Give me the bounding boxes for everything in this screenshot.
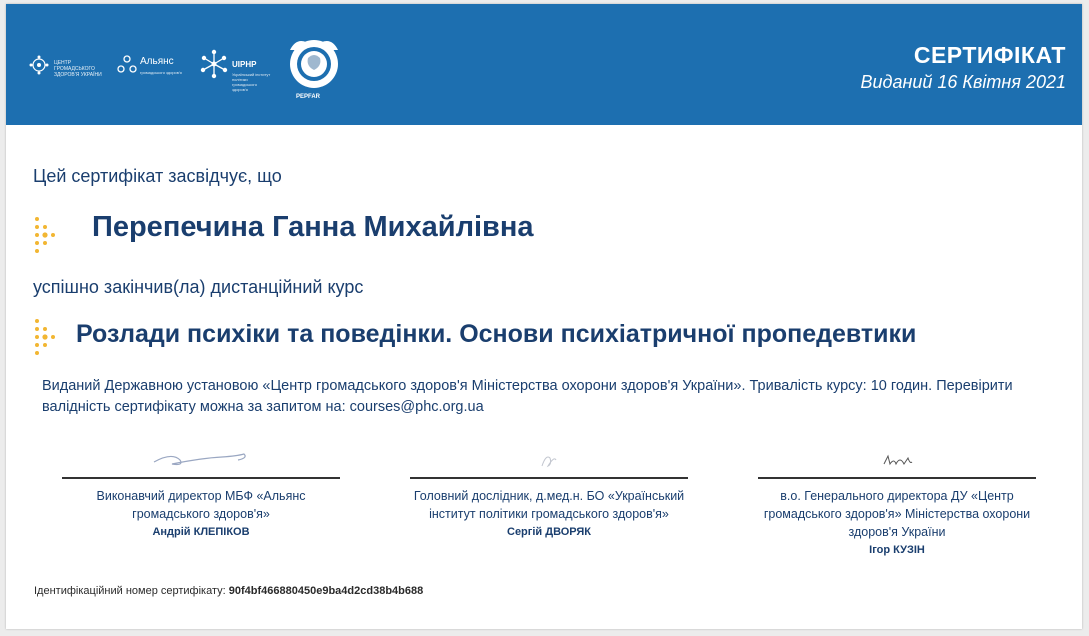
pepfar-seal-icon bbox=[282, 36, 346, 94]
uiphp-logo-subtext: Український інститут політики громадського здоров'я bbox=[232, 72, 271, 92]
uiphp-logo bbox=[198, 48, 271, 92]
completion-text: успішно закінчив(ла) дистанційний курс bbox=[33, 277, 364, 297]
alliance-logo-icon bbox=[116, 54, 138, 76]
signature-scribble bbox=[410, 444, 688, 474]
signature-scribble bbox=[62, 444, 340, 474]
signature-scribble bbox=[758, 444, 1036, 474]
phc-logo-text: ЦЕНТР ГРОМАДСЬКОГО ЗДОРОВ'Я УКРАЇНИ bbox=[54, 60, 102, 78]
signatory-role bbox=[758, 487, 1036, 559]
certificate-title: СЕРТИФІКАТ bbox=[913, 42, 1066, 68]
certificate bbox=[6, 4, 1082, 629]
signatory-role-text: Виконавчий директор МБФ «Альянс громадського здоров'я» bbox=[96, 489, 306, 521]
course-title: Розлади психіки та поведінки. Основи психіатричної пропедевтики bbox=[76, 320, 917, 348]
signatory-role bbox=[62, 487, 340, 541]
signatory-name: Андрій КЛЕПІКОВ bbox=[152, 526, 250, 538]
signatory-role-text: в.о. Генерального директора ДУ «Центр громадського здоров'я» Міністерства охорони здоров'я України bbox=[763, 489, 1031, 539]
certificate-id-value: 90f4bf466880450e9ba4d2cd38b4b688 bbox=[228, 585, 424, 597]
dots-accent-icon bbox=[32, 214, 58, 254]
dots-accent-icon bbox=[32, 316, 58, 356]
certificate-id bbox=[34, 585, 423, 597]
signatory-name: Ігор КУЗІН bbox=[869, 544, 925, 556]
issue-date: Виданий 16 Квітня 2021 bbox=[860, 72, 1066, 92]
alliance-logo-subtext: громадського здоров'я bbox=[140, 70, 182, 75]
uiphp-logo-icon bbox=[198, 48, 230, 80]
alliance-logo bbox=[116, 54, 182, 81]
signatory-role bbox=[410, 487, 688, 541]
signatory-role-text: Головний дослідник, д.мед.н. БО «Український інститут політики громадського здоров'я» bbox=[413, 489, 685, 521]
phc-logo-icon bbox=[28, 54, 50, 76]
uiphp-logo-text: UIPHP bbox=[232, 60, 257, 69]
signature-line bbox=[62, 477, 340, 479]
signature-line bbox=[410, 477, 688, 479]
pepfar-logo-text: PEPFAR bbox=[296, 94, 321, 100]
pepfar-logo bbox=[282, 36, 346, 99]
intro-text: Цей сертифікат засвідчує, що bbox=[33, 166, 282, 186]
alliance-logo-text: Альянс bbox=[140, 56, 174, 67]
signature-line bbox=[758, 477, 1036, 479]
recipient-name: Перепечина Ганна Михайлівна bbox=[92, 211, 534, 243]
certificate-id-label: Ідентифікаційний номер сертифікату: bbox=[34, 585, 226, 597]
phc-logo bbox=[28, 54, 102, 81]
signatory-name: Сергій ДВОРЯК bbox=[507, 526, 591, 538]
certificate-header bbox=[6, 4, 1082, 125]
issuer-info: Виданий Державною установою «Центр громадського здоров'я Міністерства охорони здоров'я України». Тривалість курсу: 10 годин. Перевірити валідність сертифікату можна за запитом на: courses@phc.org.ua bbox=[42, 378, 1013, 415]
